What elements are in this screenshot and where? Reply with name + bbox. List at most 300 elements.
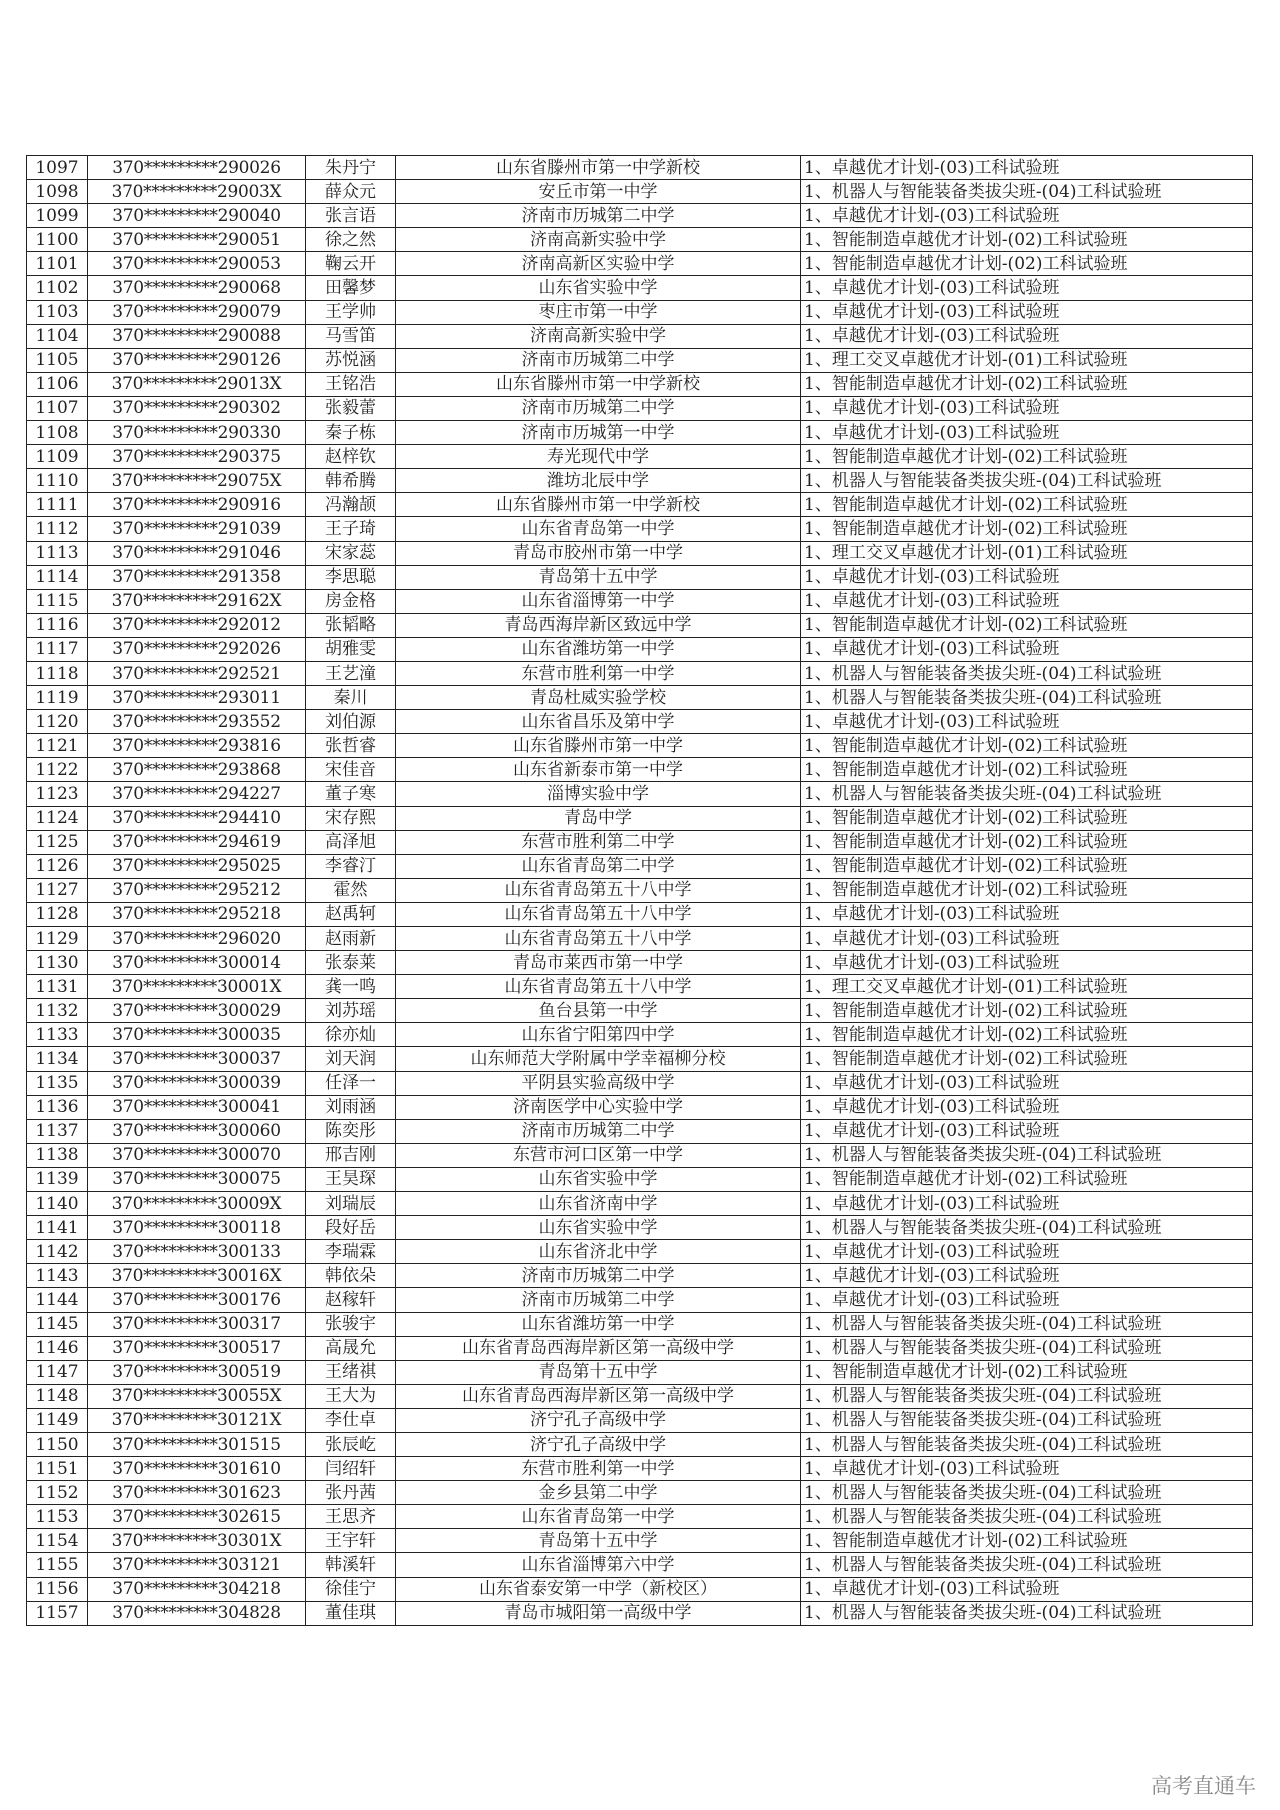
table-row xyxy=(27,180,1253,204)
row-number: 1157 xyxy=(27,1601,88,1625)
school-name: 济南市历城第二中学 xyxy=(396,1288,801,1312)
school-name: 青岛第十五中学 xyxy=(396,565,801,589)
student-name: 王思齐 xyxy=(306,1505,396,1529)
program-name: 1、卓越优才计划-(03)工科试验班 xyxy=(801,276,1253,300)
program-name: 1、理工交叉卓越优才计划-(01)工科试验班 xyxy=(801,348,1253,372)
table-body xyxy=(27,156,1253,1626)
program-name: 1、卓越优才计划-(03)工科试验班 xyxy=(801,421,1253,445)
student-name: 房金格 xyxy=(306,589,396,613)
id-number: 370*********292521 xyxy=(88,661,306,685)
school-name: 金乡县第二中学 xyxy=(396,1481,801,1505)
school-name: 山东省实验中学 xyxy=(396,1216,801,1240)
student-name: 李思聪 xyxy=(306,565,396,589)
school-name: 山东省宁阳第四中学 xyxy=(396,1023,801,1047)
table-row xyxy=(27,734,1253,758)
id-number: 370*********301623 xyxy=(88,1481,306,1505)
id-number: 370*********295025 xyxy=(88,854,306,878)
id-number: 370*********290302 xyxy=(88,396,306,420)
student-name: 刘瑞辰 xyxy=(306,1192,396,1216)
school-name: 青岛西海岸新区致远中学 xyxy=(396,613,801,637)
student-name: 赵雨新 xyxy=(306,927,396,951)
program-name: 1、卓越优才计划-(03)工科试验班 xyxy=(801,324,1253,348)
id-number: 370*********291358 xyxy=(88,565,306,589)
program-name: 1、智能制造卓越优才计划-(02)工科试验班 xyxy=(801,999,1253,1023)
school-name: 济宁孔子高级中学 xyxy=(396,1432,801,1456)
id-number: 370*********300133 xyxy=(88,1240,306,1264)
student-name: 李睿汀 xyxy=(306,854,396,878)
row-number: 1105 xyxy=(27,348,88,372)
table-row xyxy=(27,276,1253,300)
table-row xyxy=(27,1264,1253,1288)
student-name: 邢吉刚 xyxy=(306,1143,396,1167)
student-name: 张韬略 xyxy=(306,613,396,637)
row-number: 1098 xyxy=(27,180,88,204)
school-name: 济南市历城第二中学 xyxy=(396,348,801,372)
program-name: 1、机器人与智能装备类拔尖班-(04)工科试验班 xyxy=(801,1384,1253,1408)
student-name: 董佳琪 xyxy=(306,1601,396,1625)
table-row xyxy=(27,589,1253,613)
row-number: 1130 xyxy=(27,951,88,975)
student-name: 张毅蕾 xyxy=(306,396,396,420)
student-name: 龚一鸣 xyxy=(306,975,396,999)
program-name: 1、机器人与智能装备类拔尖班-(04)工科试验班 xyxy=(801,1336,1253,1360)
row-number: 1124 xyxy=(27,806,88,830)
school-name: 济南市历城第二中学 xyxy=(396,1264,801,1288)
student-name: 任泽一 xyxy=(306,1071,396,1095)
row-number: 1108 xyxy=(27,421,88,445)
student-name: 刘天润 xyxy=(306,1047,396,1071)
table-row xyxy=(27,396,1253,420)
id-number: 370*********303121 xyxy=(88,1553,306,1577)
row-number: 1112 xyxy=(27,517,88,541)
school-name: 山东省实验中学 xyxy=(396,1167,801,1191)
program-name: 1、卓越优才计划-(03)工科试验班 xyxy=(801,300,1253,324)
program-name: 1、智能制造卓越优才计划-(02)工科试验班 xyxy=(801,372,1253,396)
student-name: 王子琦 xyxy=(306,517,396,541)
row-number: 1099 xyxy=(27,204,88,228)
student-name: 胡雅雯 xyxy=(306,637,396,661)
id-number: 370*********29075X xyxy=(88,469,306,493)
id-number: 370*********290375 xyxy=(88,445,306,469)
table-row xyxy=(27,1360,1253,1384)
student-name: 霍然 xyxy=(306,878,396,902)
student-name: 高晟允 xyxy=(306,1336,396,1360)
row-number: 1135 xyxy=(27,1071,88,1095)
student-name: 薛众元 xyxy=(306,180,396,204)
row-number: 1148 xyxy=(27,1384,88,1408)
table-row xyxy=(27,637,1253,661)
school-name: 山东省新泰市第一中学 xyxy=(396,758,801,782)
program-name: 1、智能制造卓越优才计划-(02)工科试验班 xyxy=(801,1167,1253,1191)
table-row xyxy=(27,252,1253,276)
row-number: 1155 xyxy=(27,1553,88,1577)
row-number: 1100 xyxy=(27,228,88,252)
student-name: 段好岳 xyxy=(306,1216,396,1240)
id-number: 370*********300041 xyxy=(88,1095,306,1119)
row-number: 1142 xyxy=(27,1240,88,1264)
table-row xyxy=(27,156,1253,180)
student-name: 徐亦灿 xyxy=(306,1023,396,1047)
student-name: 秦川 xyxy=(306,686,396,710)
id-number: 370*********300014 xyxy=(88,951,306,975)
school-name: 安丘市第一中学 xyxy=(396,180,801,204)
table-row xyxy=(27,1529,1253,1553)
school-name: 山东省青岛第五十八中学 xyxy=(396,878,801,902)
school-name: 山东省滕州市第一中学 xyxy=(396,734,801,758)
school-name: 东营市河口区第一中学 xyxy=(396,1143,801,1167)
table-row xyxy=(27,1384,1253,1408)
id-number: 370*********296020 xyxy=(88,927,306,951)
id-number: 370*********300519 xyxy=(88,1360,306,1384)
row-number: 1111 xyxy=(27,493,88,517)
row-number: 1115 xyxy=(27,589,88,613)
student-name: 刘伯源 xyxy=(306,710,396,734)
row-number: 1114 xyxy=(27,565,88,589)
row-number: 1140 xyxy=(27,1192,88,1216)
student-name: 韩依朵 xyxy=(306,1264,396,1288)
row-number: 1137 xyxy=(27,1119,88,1143)
school-name: 青岛第十五中学 xyxy=(396,1529,801,1553)
table-row xyxy=(27,1408,1253,1432)
table-row xyxy=(27,1336,1253,1360)
program-name: 1、机器人与智能装备类拔尖班-(04)工科试验班 xyxy=(801,661,1253,685)
row-number: 1097 xyxy=(27,156,88,180)
program-name: 1、卓越优才计划-(03)工科试验班 xyxy=(801,396,1253,420)
row-number: 1153 xyxy=(27,1505,88,1529)
program-name: 1、卓越优才计划-(03)工科试验班 xyxy=(801,951,1253,975)
student-name: 王铭浩 xyxy=(306,372,396,396)
school-name: 济南市历城第二中学 xyxy=(396,204,801,228)
student-name: 高泽旭 xyxy=(306,830,396,854)
id-number: 370*********29013X xyxy=(88,372,306,396)
program-name: 1、智能制造卓越优才计划-(02)工科试验班 xyxy=(801,1529,1253,1553)
school-name: 山东省青岛第五十八中学 xyxy=(396,975,801,999)
program-name: 1、卓越优才计划-(03)工科试验班 xyxy=(801,927,1253,951)
table-row xyxy=(27,1505,1253,1529)
table-row xyxy=(27,951,1253,975)
program-name: 1、智能制造卓越优才计划-(02)工科试验班 xyxy=(801,445,1253,469)
id-number: 370*********300039 xyxy=(88,1071,306,1095)
student-name: 刘苏瑶 xyxy=(306,999,396,1023)
program-name: 1、卓越优才计划-(03)工科试验班 xyxy=(801,1240,1253,1264)
program-name: 1、机器人与智能装备类拔尖班-(04)工科试验班 xyxy=(801,686,1253,710)
school-name: 青岛第十五中学 xyxy=(396,1360,801,1384)
program-name: 1、卓越优才计划-(03)工科试验班 xyxy=(801,589,1253,613)
school-name: 淄博实验中学 xyxy=(396,782,801,806)
id-number: 370*********290068 xyxy=(88,276,306,300)
student-name: 朱丹宁 xyxy=(306,156,396,180)
student-name: 王大为 xyxy=(306,1384,396,1408)
table-row xyxy=(27,878,1253,902)
id-number: 370*********293868 xyxy=(88,758,306,782)
program-name: 1、智能制造卓越优才计划-(02)工科试验班 xyxy=(801,758,1253,782)
school-name: 济南市历城第二中学 xyxy=(396,1119,801,1143)
row-number: 1117 xyxy=(27,637,88,661)
school-name: 山东省青岛西海岸新区第一高级中学 xyxy=(396,1336,801,1360)
student-name: 王宇轩 xyxy=(306,1529,396,1553)
student-name: 王昊琛 xyxy=(306,1167,396,1191)
school-name: 济南市历城第一中学 xyxy=(396,421,801,445)
row-number: 1151 xyxy=(27,1457,88,1481)
id-number: 370*********300075 xyxy=(88,1167,306,1191)
program-name: 1、机器人与智能装备类拔尖班-(04)工科试验班 xyxy=(801,1505,1253,1529)
table-row xyxy=(27,1216,1253,1240)
table-row xyxy=(27,1023,1253,1047)
row-number: 1125 xyxy=(27,830,88,854)
table-row xyxy=(27,445,1253,469)
program-name: 1、卓越优才计划-(03)工科试验班 xyxy=(801,902,1253,926)
program-name: 1、智能制造卓越优才计划-(02)工科试验班 xyxy=(801,493,1253,517)
table-row xyxy=(27,1143,1253,1167)
program-name: 1、机器人与智能装备类拔尖班-(04)工科试验班 xyxy=(801,180,1253,204)
program-name: 1、智能制造卓越优才计划-(02)工科试验班 xyxy=(801,830,1253,854)
table-row xyxy=(27,710,1253,734)
student-name: 李仕卓 xyxy=(306,1408,396,1432)
school-name: 山东省潍坊第一中学 xyxy=(396,637,801,661)
program-name: 1、机器人与智能装备类拔尖班-(04)工科试验班 xyxy=(801,782,1253,806)
row-number: 1152 xyxy=(27,1481,88,1505)
table-row xyxy=(27,758,1253,782)
school-name: 山东省泰安第一中学（新校区） xyxy=(396,1577,801,1601)
row-number: 1136 xyxy=(27,1095,88,1119)
row-number: 1138 xyxy=(27,1143,88,1167)
student-name: 闫绍轩 xyxy=(306,1457,396,1481)
row-number: 1116 xyxy=(27,613,88,637)
watermark: 高考直通车 xyxy=(1151,1774,1256,1798)
school-name: 济宁孔子高级中学 xyxy=(396,1408,801,1432)
row-number: 1107 xyxy=(27,396,88,420)
school-name: 东营市胜利第二中学 xyxy=(396,830,801,854)
row-number: 1141 xyxy=(27,1216,88,1240)
school-name: 山东师范大学附属中学幸福柳分校 xyxy=(396,1047,801,1071)
id-number: 370*********301515 xyxy=(88,1432,306,1456)
program-name: 1、理工交叉卓越优才计划-(01)工科试验班 xyxy=(801,975,1253,999)
id-number: 370*********30016X xyxy=(88,1264,306,1288)
row-number: 1113 xyxy=(27,541,88,565)
program-name: 1、机器人与智能装备类拔尖班-(04)工科试验班 xyxy=(801,1601,1253,1625)
table-row xyxy=(27,854,1253,878)
program-name: 1、智能制造卓越优才计划-(02)工科试验班 xyxy=(801,806,1253,830)
row-number: 1121 xyxy=(27,734,88,758)
row-number: 1120 xyxy=(27,710,88,734)
row-number: 1133 xyxy=(27,1023,88,1047)
student-name: 赵稼轩 xyxy=(306,1288,396,1312)
school-name: 济南高新实验中学 xyxy=(396,228,801,252)
student-name: 王艺潼 xyxy=(306,661,396,685)
id-number: 370*********294227 xyxy=(88,782,306,806)
table-row xyxy=(27,1553,1253,1577)
student-name: 赵禹轲 xyxy=(306,902,396,926)
student-name: 徐佳宁 xyxy=(306,1577,396,1601)
student-name: 韩溪轩 xyxy=(306,1553,396,1577)
id-number: 370*********300029 xyxy=(88,999,306,1023)
student-name: 张丹茜 xyxy=(306,1481,396,1505)
program-name: 1、智能制造卓越优才计划-(02)工科试验班 xyxy=(801,1023,1253,1047)
school-name: 寿光现代中学 xyxy=(396,445,801,469)
row-number: 1150 xyxy=(27,1432,88,1456)
student-name: 王学帅 xyxy=(306,300,396,324)
row-number: 1128 xyxy=(27,902,88,926)
student-name: 张言语 xyxy=(306,204,396,228)
school-name: 青岛市莱西市第一中学 xyxy=(396,951,801,975)
id-number: 370*********300517 xyxy=(88,1336,306,1360)
id-number: 370*********300070 xyxy=(88,1143,306,1167)
id-number: 370*********30301X xyxy=(88,1529,306,1553)
table-row xyxy=(27,493,1253,517)
program-name: 1、智能制造卓越优才计划-(02)工科试验班 xyxy=(801,734,1253,758)
program-name: 1、智能制造卓越优才计划-(02)工科试验班 xyxy=(801,854,1253,878)
row-number: 1146 xyxy=(27,1336,88,1360)
id-number: 370*********290053 xyxy=(88,252,306,276)
school-name: 山东省实验中学 xyxy=(396,276,801,300)
student-name: 韩希腾 xyxy=(306,469,396,493)
student-name: 董子寒 xyxy=(306,782,396,806)
row-number: 1129 xyxy=(27,927,88,951)
id-number: 370*********295218 xyxy=(88,902,306,926)
program-name: 1、机器人与智能装备类拔尖班-(04)工科试验班 xyxy=(801,1312,1253,1336)
id-number: 370*********304218 xyxy=(88,1577,306,1601)
student-name: 鞠云开 xyxy=(306,252,396,276)
program-name: 1、卓越优才计划-(03)工科试验班 xyxy=(801,1192,1253,1216)
student-name: 张哲睿 xyxy=(306,734,396,758)
table-row xyxy=(27,613,1253,637)
program-name: 1、卓越优才计划-(03)工科试验班 xyxy=(801,565,1253,589)
table-row xyxy=(27,1071,1253,1095)
program-name: 1、卓越优才计划-(03)工科试验班 xyxy=(801,637,1253,661)
school-name: 山东省淄博第一中学 xyxy=(396,589,801,613)
id-number: 370*********300118 xyxy=(88,1216,306,1240)
table-row xyxy=(27,1192,1253,1216)
program-name: 1、卓越优才计划-(03)工科试验班 xyxy=(801,1095,1253,1119)
row-number: 1139 xyxy=(27,1167,88,1191)
row-number: 1132 xyxy=(27,999,88,1023)
school-name: 山东省青岛第五十八中学 xyxy=(396,927,801,951)
program-name: 1、智能制造卓越优才计划-(02)工科试验班 xyxy=(801,1047,1253,1071)
school-name: 山东省滕州市第一中学新校 xyxy=(396,493,801,517)
program-name: 1、机器人与智能装备类拔尖班-(04)工科试验班 xyxy=(801,1143,1253,1167)
school-name: 山东省济北中学 xyxy=(396,1240,801,1264)
id-number: 370*********30055X xyxy=(88,1384,306,1408)
student-name: 陈奕彤 xyxy=(306,1119,396,1143)
program-name: 1、智能制造卓越优才计划-(02)工科试验班 xyxy=(801,613,1253,637)
id-number: 370*********295212 xyxy=(88,878,306,902)
id-number: 370*********291046 xyxy=(88,541,306,565)
student-name: 田馨梦 xyxy=(306,276,396,300)
id-number: 370*********29003X xyxy=(88,180,306,204)
table-row xyxy=(27,1601,1253,1625)
program-name: 1、卓越优才计划-(03)工科试验班 xyxy=(801,1577,1253,1601)
program-name: 1、卓越优才计划-(03)工科试验班 xyxy=(801,1457,1253,1481)
id-number: 370*********290040 xyxy=(88,204,306,228)
student-name: 秦子栋 xyxy=(306,421,396,445)
school-name: 青岛中学 xyxy=(396,806,801,830)
table-row xyxy=(27,324,1253,348)
id-number: 370*********30001X xyxy=(88,975,306,999)
program-name: 1、卓越优才计划-(03)工科试验班 xyxy=(801,1071,1253,1095)
table-row xyxy=(27,541,1253,565)
table-row xyxy=(27,661,1253,685)
table-row xyxy=(27,686,1253,710)
id-number: 370*********290026 xyxy=(88,156,306,180)
table-row xyxy=(27,300,1253,324)
student-name: 马雪笛 xyxy=(306,324,396,348)
program-name: 1、理工交叉卓越优才计划-(01)工科试验班 xyxy=(801,541,1253,565)
program-name: 1、智能制造卓越优才计划-(02)工科试验班 xyxy=(801,228,1253,252)
row-number: 1123 xyxy=(27,782,88,806)
school-name: 山东省青岛第二中学 xyxy=(396,854,801,878)
program-name: 1、机器人与智能装备类拔尖班-(04)工科试验班 xyxy=(801,1553,1253,1577)
row-number: 1154 xyxy=(27,1529,88,1553)
row-number: 1156 xyxy=(27,1577,88,1601)
id-number: 370*********300060 xyxy=(88,1119,306,1143)
id-number: 370*********304828 xyxy=(88,1601,306,1625)
program-name: 1、卓越优才计划-(03)工科试验班 xyxy=(801,1288,1253,1312)
school-name: 山东省滕州市第一中学新校 xyxy=(396,372,801,396)
school-name: 济南高新区实验中学 xyxy=(396,252,801,276)
school-name: 枣庄市第一中学 xyxy=(396,300,801,324)
table-row xyxy=(27,565,1253,589)
id-number: 370*********292026 xyxy=(88,637,306,661)
program-name: 1、智能制造卓越优才计划-(02)工科试验班 xyxy=(801,517,1253,541)
id-number: 370*********293552 xyxy=(88,710,306,734)
school-name: 山东省青岛西海岸新区第一高级中学 xyxy=(396,1384,801,1408)
school-name: 青岛市胶州市第一中学 xyxy=(396,541,801,565)
id-number: 370*********294619 xyxy=(88,830,306,854)
id-number: 370*********302615 xyxy=(88,1505,306,1529)
table-row xyxy=(27,1047,1253,1071)
table-row xyxy=(27,1167,1253,1191)
student-name: 苏悦涵 xyxy=(306,348,396,372)
id-number: 370*********292012 xyxy=(88,613,306,637)
student-name: 张骏宇 xyxy=(306,1312,396,1336)
table-row xyxy=(27,348,1253,372)
student-name: 宋存熙 xyxy=(306,806,396,830)
program-name: 1、机器人与智能装备类拔尖班-(04)工科试验班 xyxy=(801,1408,1253,1432)
row-number: 1143 xyxy=(27,1264,88,1288)
table-row xyxy=(27,228,1253,252)
table-row xyxy=(27,999,1253,1023)
school-name: 济南高新实验中学 xyxy=(396,324,801,348)
table-row xyxy=(27,902,1253,926)
table-row xyxy=(27,421,1253,445)
school-name: 东营市胜利第一中学 xyxy=(396,661,801,685)
id-number: 370*********290330 xyxy=(88,421,306,445)
table-row xyxy=(27,1432,1253,1456)
table-row xyxy=(27,372,1253,396)
school-name: 平阴县实验高级中学 xyxy=(396,1071,801,1095)
program-name: 1、机器人与智能装备类拔尖班-(04)工科试验班 xyxy=(801,1216,1253,1240)
id-number: 370*********290051 xyxy=(88,228,306,252)
school-name: 山东省济南中学 xyxy=(396,1192,801,1216)
row-number: 1103 xyxy=(27,300,88,324)
student-name: 张泰莱 xyxy=(306,951,396,975)
program-name: 1、机器人与智能装备类拔尖班-(04)工科试验班 xyxy=(801,469,1253,493)
school-name: 潍坊北辰中学 xyxy=(396,469,801,493)
table-row xyxy=(27,975,1253,999)
id-number: 370*********300035 xyxy=(88,1023,306,1047)
id-number: 370*********30009X xyxy=(88,1192,306,1216)
table-row xyxy=(27,830,1253,854)
school-name: 山东省青岛第一中学 xyxy=(396,517,801,541)
row-number: 1109 xyxy=(27,445,88,469)
program-name: 1、智能制造卓越优才计划-(02)工科试验班 xyxy=(801,252,1253,276)
row-number: 1131 xyxy=(27,975,88,999)
row-number: 1119 xyxy=(27,686,88,710)
program-name: 1、卓越优才计划-(03)工科试验班 xyxy=(801,1264,1253,1288)
table-row xyxy=(27,927,1253,951)
id-number: 370*********290126 xyxy=(88,348,306,372)
table-row xyxy=(27,782,1253,806)
